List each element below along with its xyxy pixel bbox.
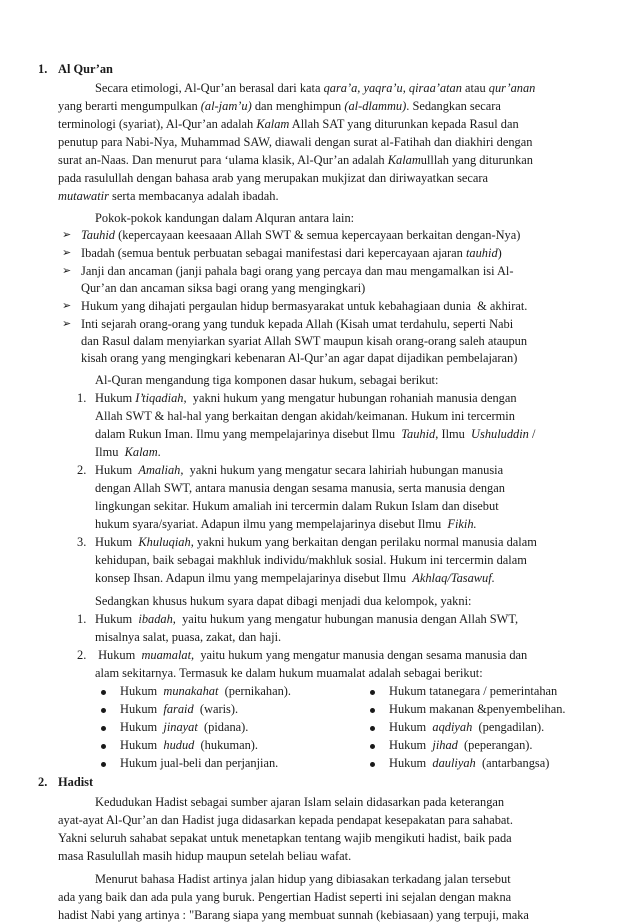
- bullet-icon: [370, 726, 375, 731]
- list-item-continued: Ilmu Kalam.: [95, 445, 161, 459]
- bullet-icon: [370, 708, 375, 713]
- section-1-paragraph-2: Pokok-pokok kandungan dalam Alquran antara lain:: [95, 211, 355, 225]
- list-item: Hukum faraid (waris).: [120, 702, 239, 716]
- bullet-icon: [370, 690, 375, 695]
- text-line: masa Rasulullah masih hidup maupun setelah beliau wafat.: [58, 849, 352, 863]
- list-item: Hukum dauliyah (antarbangsa): [389, 756, 550, 770]
- bullet-icon: [101, 762, 106, 767]
- bullet-icon: [370, 744, 375, 749]
- text-line: hadist Nabi yang artinya : "Barang siapa yang membuat sunnah (kebiasaan) yang terpuji, maka: [58, 908, 529, 922]
- text-line: mutawatir serta membacanya adalah ibadah.: [58, 189, 279, 203]
- list-item: Hukum Khuluqiah, yakni hukum yang berkaitan dengan perilaku normal manusia dalam: [95, 535, 537, 549]
- text-line: pada rasulullah dengan bahasa arab yang merupakan mukjizat dan diriwayatkan secara: [58, 171, 489, 185]
- list-item-continued: lingkungan sekitar. Hukum amaliah ini tercermin dalam Rukun Islam dan disebut: [95, 499, 499, 513]
- list-item-continued: konsep Ihsan. Adapun ilmu yang mempelajarinya disebut Ilmu Akhlaq/Tasawuf.: [95, 571, 495, 585]
- list-item: Hukum munakahat (pernikahan).: [120, 684, 292, 698]
- section-1-paragraph-3: Al-Quran mengandung tiga komponen dasar hukum, sebagai berikut:: [95, 373, 439, 387]
- arrow-bullet-icon: ➢: [62, 318, 72, 330]
- list-item: Hukum tatanegara / pemerintahan: [389, 684, 558, 698]
- list-item-continued: dan Rasul dalam menyiarkan syariat Allah SWT maupun kisah orang-orang saleh ataupun: [81, 334, 528, 348]
- section-1-title: Al Qur’an: [58, 62, 113, 76]
- list-item-continued: dalam Rukun Iman. Ilmu yang mempelajarinya disebut Ilmu Tauhid, Ilmu Ushuluddin /: [95, 427, 536, 441]
- text-line: Secara etimologi, Al-Qur’an berasal dari kata qara’a, yaqra’u, qiraa’atan atau qur’anan: [95, 81, 536, 95]
- list-item: Hukum muamalat, yaitu hukum yang mengatur manusia dengan sesama manusia dan: [95, 648, 528, 662]
- list-item: Hukum aqdiyah (pengadilan).: [389, 720, 545, 734]
- arrow-bullet-icon: ➢: [62, 265, 72, 277]
- text-line: penutup para Nabi-Nya, Muhammad SAW, diawali dengan surat al-Fatihah dan diakhiri dengan: [58, 135, 533, 149]
- bullet-icon: [101, 744, 106, 749]
- section-1-number: 1.: [38, 62, 48, 76]
- list-item: Inti sejarah orang-orang yang tunduk kepada Allah (Kisah umat terdahulu, seperti Nabi: [81, 317, 514, 331]
- list-item: Ibadah (semua bentuk perbuatan sebagai manifestasi dari kepercayaan ajaran tauhid): [81, 246, 502, 260]
- text-line: ayat-ayat Al-Qur’an dan Hadist juga didasarkan kepada pendapat kesepakatan para sahabat.: [58, 813, 513, 827]
- list-item: Hukum makanan &penyembelihan.: [389, 702, 566, 716]
- list-item: Hukum I’tiqadiah, yakni hukum yang mengatur hubungan rohaniah manusia dengan: [95, 391, 517, 405]
- list-number: 3.: [77, 535, 87, 549]
- arrow-bullet-icon: ➢: [62, 247, 72, 259]
- list-item: Hukum ibadah, yaitu hukum yang mengatur hubungan manusia dengan Allah SWT,: [95, 612, 519, 626]
- text-line: surat an-Naas. Dan menurut para ‘ulama klasik, Al-Qur’an adalah Kalamulllah yang diturunkan: [58, 153, 533, 167]
- list-item: Hukum yang dihajati pergaulan hidup bermasyarakat untuk kebahagiaan dunia & akhirat.: [81, 299, 528, 313]
- bullet-icon: [370, 762, 375, 767]
- list-item-continued: dengan Allah SWT, antara manusia dengan sesama manusia, serta manusia dengan: [95, 481, 505, 495]
- section-2-number: 2.: [38, 775, 48, 789]
- list-number: 2.: [77, 463, 87, 477]
- list-item-continued: kehidupan, baik sebagai makhluk individu/makhluk sosial. Hukum ini tercermin dalam: [95, 553, 527, 567]
- arrow-bullet-icon: ➢: [62, 229, 72, 241]
- text-line: Menurut bahasa Hadist artinya jalan hidup yang dibiasakan terkadang jalan tersebut: [95, 872, 511, 886]
- list-item-continued: kisah orang yang mengingkari kebenaran Al-Qur’an agar dapat dijadikan pembelajaran): [81, 351, 518, 365]
- list-item: Tauhid (kepercayaan keesaaan Allah SWT & semua kepercayaan berkaitan dengan-Nya): [81, 228, 521, 242]
- bullet-icon: [101, 708, 106, 713]
- list-number: 1.: [77, 391, 87, 405]
- bullet-icon: [101, 690, 106, 695]
- list-item: Janji dan ancaman (janji pahala bagi orang yang percaya dan mau mengamalkan isi Al-: [81, 264, 514, 278]
- list-number: 2.: [77, 648, 87, 662]
- list-item: Hukum hudud (hukuman).: [120, 738, 259, 752]
- list-item-continued: misalnya salat, puasa, zakat, dan haji.: [95, 630, 282, 644]
- text-line: Kedudukan Hadist sebagai sumber ajaran Islam selain didasarkan pada keterangan: [95, 795, 505, 809]
- list-item-continued: hukum syara/syariat. Adapun ilmu yang mempelajarinya disebut Ilmu Fikih.: [95, 517, 477, 531]
- list-item-continued: Allah SWT & hal-hal yang berkaitan dengan akidah/keimanan. Hukum ini tercermin: [95, 409, 515, 423]
- section-2-title: Hadist: [58, 775, 94, 789]
- text-line: terminologi (syariat), Al-Qur’an adalah Kalam Allah SAT yang diturunkan kepada Rasul dan: [58, 117, 519, 131]
- list-item-continued: Qur’an dan ancaman siksa bagi orang yang mengingkari): [81, 281, 366, 295]
- list-item: Hukum jihad (peperangan).: [389, 738, 533, 752]
- text-line: Yakni seluruh sahabat sepakat untuk menetapkan tentang wajib mengikuti hadist, baik pada: [58, 831, 512, 845]
- text-line: ada yang baik dan ada pula yang buruk. Pengertian Hadist seperti ini sejalan dengan makna: [58, 890, 512, 904]
- arrow-bullet-icon: ➢: [62, 300, 72, 312]
- list-item-continued: alam sekitarnya. Termasuk ke dalam hukum muamalat adalah sebagai berikut:: [95, 666, 483, 680]
- list-item: Hukum jual-beli dan perjanjian.: [120, 756, 279, 770]
- list-item: Hukum Amaliah, yakni hukum yang mengatur secara lahiriah hubungan manusia: [95, 463, 504, 477]
- text-line: yang berarti mengumpulkan (al-jam’u) dan menghimpun (al-dlammu). Sedangkan secara: [58, 99, 501, 113]
- list-item: Hukum jinayat (pidana).: [120, 720, 249, 734]
- list-number: 1.: [77, 612, 87, 626]
- bullet-icon: [101, 726, 106, 731]
- section-1-paragraph-4: Sedangkan khusus hukum syara dapat dibagi menjadi dua kelompok, yakni:: [95, 594, 472, 608]
